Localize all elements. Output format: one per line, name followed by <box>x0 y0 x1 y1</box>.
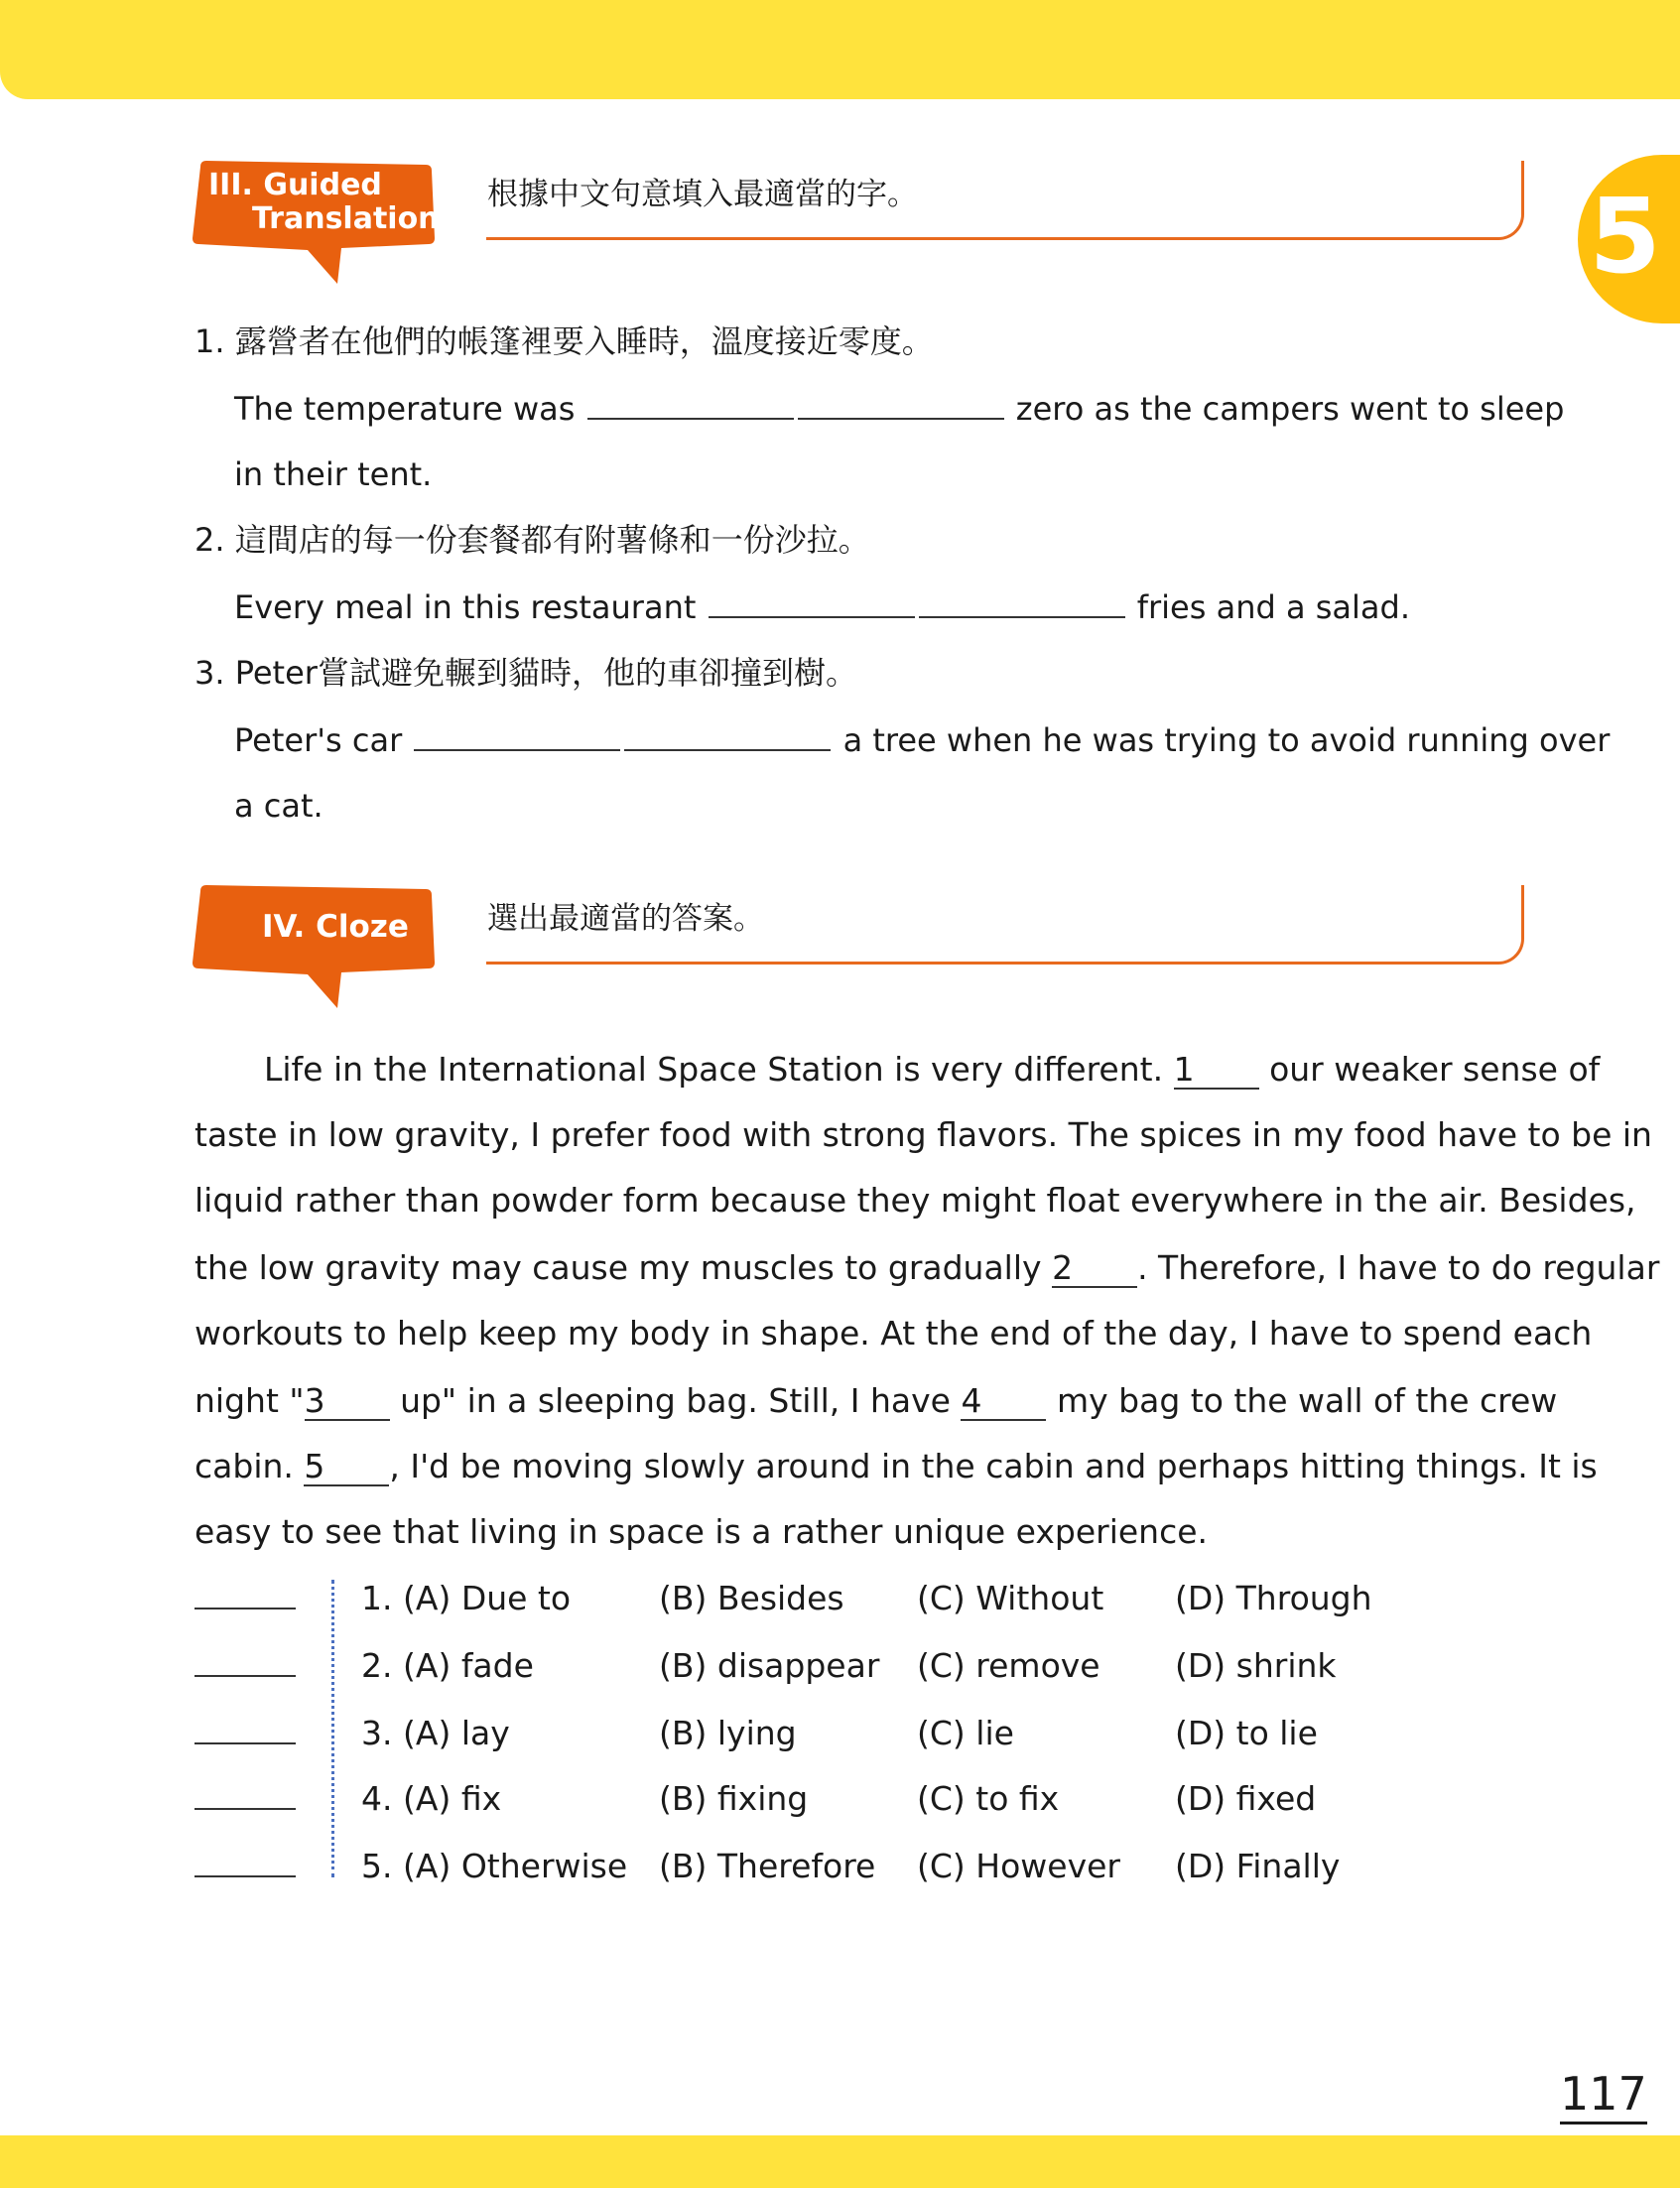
option-d[interactable]: (D) fixed <box>1175 1779 1317 1818</box>
section-instruction: 選出最適當的答案。 <box>487 901 764 937</box>
option-b[interactable]: (B) lying <box>659 1714 797 1752</box>
option-c[interactable]: (C) remove <box>917 1646 1100 1685</box>
option-a[interactable]: (A) Due to <box>403 1579 572 1617</box>
answer-line[interactable] <box>194 1808 296 1810</box>
question-3-english-cont: a cat. <box>234 787 323 825</box>
option-b[interactable]: (B) Besides <box>659 1579 844 1617</box>
option-c[interactable]: (C) to fix <box>917 1779 1060 1818</box>
option-d[interactable]: (D) Through <box>1175 1579 1372 1617</box>
question-2-chinese: 2. 這間店的每一份套餐都有附薯條和一份沙拉。 <box>194 521 870 559</box>
option-a[interactable]: (A) lay <box>403 1714 510 1752</box>
answer-blank[interactable] <box>798 390 1004 420</box>
choice-row-1 <box>194 1574 1385 1623</box>
passage-line: easy to see that living in space is a rather unique experience. <box>194 1512 1209 1551</box>
cloze-blank-1[interactable]: 1 <box>1174 1052 1259 1090</box>
cloze-blank-4[interactable]: 4 <box>961 1383 1046 1421</box>
choice-row-3 <box>194 1709 1385 1758</box>
question-number: 2. <box>361 1646 393 1685</box>
badge-shape <box>193 885 436 1009</box>
top-yellow-band <box>0 0 1680 99</box>
cloze-blank-2[interactable]: 2 <box>1052 1250 1137 1288</box>
section-instruction: 根據中文句意填入最適當的字。 <box>487 177 918 212</box>
question-1-english: The temperature was zero as the campers went to sleep <box>234 390 1565 428</box>
passage-line: night "3 up" in a sleeping bag. Still, I have 4 my bag to the wall of the crew <box>194 1381 1558 1420</box>
section-badge <box>193 161 440 255</box>
option-a[interactable]: (A) fade <box>403 1646 534 1685</box>
answer-blank[interactable] <box>587 390 794 420</box>
answer-blank[interactable] <box>414 721 620 751</box>
answer-blank[interactable] <box>709 588 915 618</box>
question-3-english: Peter's car a tree when he was trying to avoid running over <box>234 721 1611 759</box>
option-d[interactable]: (D) shrink <box>1175 1646 1337 1685</box>
chapter-number: 5 <box>1589 176 1661 297</box>
question-number: 3. <box>361 1714 393 1752</box>
badge-label: IV. Cloze <box>262 909 409 945</box>
option-d[interactable]: (D) Finally <box>1175 1847 1341 1885</box>
question-1-chinese: 1. 露營者在他們的帳篷裡要入睡時，溫度接近零度。 <box>194 322 934 360</box>
passage-line: the low gravity may cause my muscles to gradually 2 . Therefore, I have to do regular <box>194 1248 1660 1287</box>
passage-line: Life in the International Space Station is very different. 1 our weaker sense of <box>264 1050 1601 1089</box>
option-c[interactable]: (C) However <box>917 1847 1120 1885</box>
question-number: 1. <box>361 1579 393 1617</box>
option-b[interactable]: (B) disappear <box>659 1646 880 1685</box>
option-b[interactable]: (B) Therefore <box>659 1847 876 1885</box>
answer-blank[interactable] <box>919 588 1125 618</box>
option-c[interactable]: (C) lie <box>917 1714 1014 1752</box>
answer-line[interactable] <box>194 1742 296 1744</box>
choice-row-4 <box>194 1774 1385 1824</box>
answer-line[interactable] <box>194 1608 296 1609</box>
question-number: 4. <box>361 1779 393 1818</box>
passage-line: liquid rather than powder form because they might float everywhere in the air. Besides, <box>194 1181 1636 1220</box>
section-guided-translation-header <box>193 161 1524 275</box>
option-c[interactable]: (C) Without <box>917 1579 1104 1617</box>
section-badge <box>193 885 436 979</box>
question-2-english: Every meal in this restaurant fries and a salad. <box>234 588 1410 626</box>
passage-line: cabin. 5 , I'd be moving slowly around in the cabin and perhaps hitting things. It is <box>194 1447 1598 1485</box>
section-cloze-header <box>193 885 1524 999</box>
answer-line[interactable] <box>194 1675 296 1677</box>
choice-row-5 <box>194 1842 1385 1891</box>
option-a[interactable]: (A) Otherwise <box>403 1847 628 1885</box>
question-3-chinese: 3. Peter嘗試避免輾到貓時，他的車卻撞到樹。 <box>194 654 857 692</box>
choice-row-2 <box>194 1641 1385 1691</box>
badge-line-2: Translation <box>252 201 440 236</box>
question-number: 5. <box>361 1847 393 1885</box>
page-number: 117 <box>1560 2066 1647 2124</box>
cloze-blank-5[interactable]: 5 <box>304 1449 389 1486</box>
option-b[interactable]: (B) fixing <box>659 1779 809 1818</box>
option-d[interactable]: (D) to lie <box>1175 1714 1318 1752</box>
bottom-yellow-band <box>0 2135 1680 2188</box>
badge-line-1: III. Guided <box>208 168 382 202</box>
cloze-blank-3[interactable]: 3 <box>305 1383 390 1421</box>
passage-line: taste in low gravity, I prefer food with strong flavors. The spices in my food have to be in <box>194 1115 1652 1154</box>
answer-blank[interactable] <box>624 721 831 751</box>
option-a[interactable]: (A) fix <box>403 1779 502 1818</box>
question-1-english-cont: in their tent. <box>234 455 433 493</box>
answer-line[interactable] <box>194 1875 296 1877</box>
passage-line: workouts to help keep my body in shape. At the end of the day, I have to spend each <box>194 1314 1593 1352</box>
